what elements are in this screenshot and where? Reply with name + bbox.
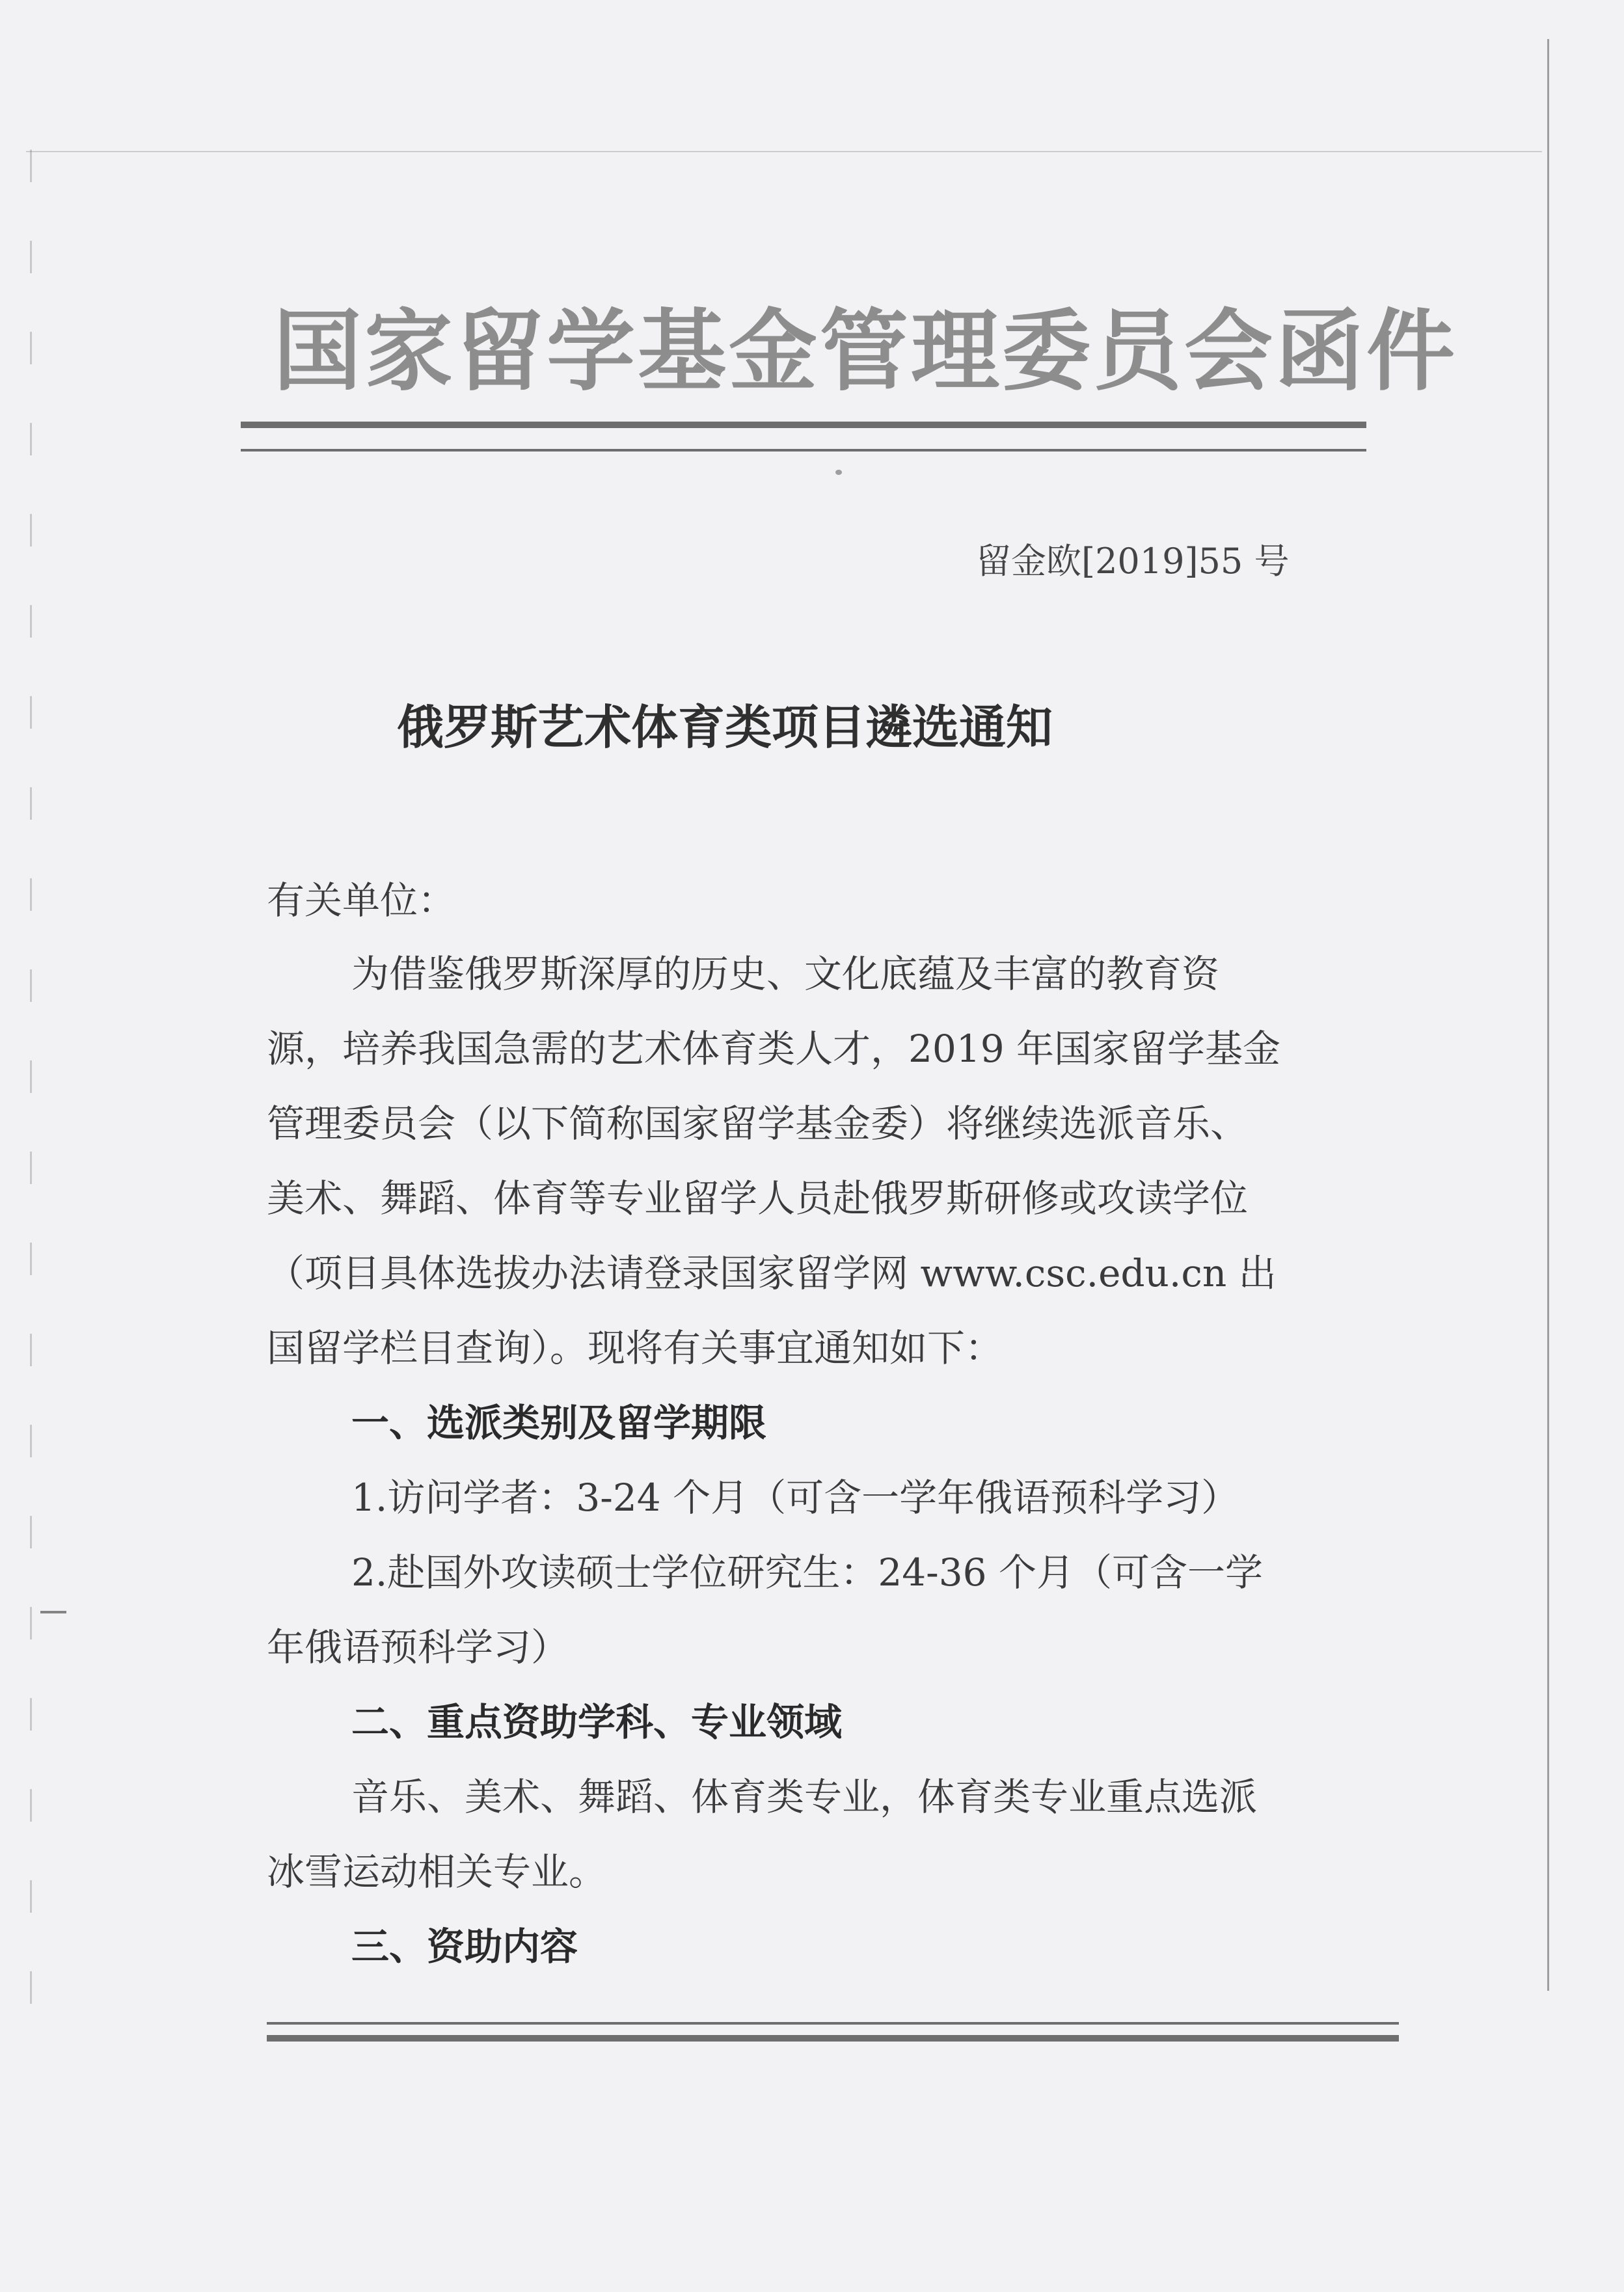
section-2-heading: 二、重点资助学科、专业领域 bbox=[351, 1700, 843, 1744]
ink-spot bbox=[835, 470, 842, 475]
letterhead-rule-thick bbox=[241, 422, 1366, 428]
salutation: 有关单位： bbox=[267, 878, 456, 923]
intro-line-5: （项目具体选拔办法请登录国家留学网 www.csc.edu.cn 出 bbox=[267, 1251, 1277, 1295]
intro-line-4: 美术、舞蹈、体育等专业留学人员赴俄罗斯研修或攻读学位 bbox=[267, 1176, 1249, 1220]
intro-line-2: 源，培养我国急需的艺术体育类人才，2019 年国家留学基金 bbox=[267, 1027, 1281, 1071]
footer-rule-thick bbox=[267, 2035, 1399, 2042]
intro-line-6: 国留学栏目查询）。现将有关事宜通知如下： bbox=[267, 1326, 1003, 1370]
section-1-heading: 一、选派类别及留学期限 bbox=[351, 1401, 767, 1445]
section-1-item-2: 2.赴国外攻读硕士学位研究生：24-36 个月（可含一学 bbox=[351, 1550, 1263, 1595]
margin-mark bbox=[40, 1611, 66, 1613]
scan-edge-left bbox=[30, 150, 32, 2036]
section-2-line-2: 冰雪运动相关专业。 bbox=[267, 1850, 607, 1894]
footer-rule-thin bbox=[267, 2022, 1399, 2025]
intro-line-1: 为借鉴俄罗斯深厚的历史、文化底蕴及丰富的教育资 bbox=[351, 952, 1220, 996]
notice-title: 俄罗斯艺术体育类项目遴选通知 bbox=[397, 699, 1053, 755]
document-number: 留金欧[2019]55 号 bbox=[976, 541, 1290, 582]
section-1-item-2-cont: 年俄语预科学习） bbox=[267, 1625, 569, 1669]
section-1-item-1: 1.访问学者：3-24 个月（可含一学年俄语预科学习） bbox=[351, 1476, 1239, 1520]
intro-line-3: 管理委员会（以下简称国家留学基金委）将继续选派音乐、 bbox=[267, 1101, 1249, 1146]
scan-edge-right bbox=[1547, 39, 1549, 1991]
letterhead-title: 国家留学基金管理委员会函件 bbox=[273, 299, 1457, 403]
section-3-heading: 三、资助内容 bbox=[351, 1924, 578, 1969]
section-2-line-1: 音乐、美术、舞蹈、体育类专业，体育类专业重点选派 bbox=[351, 1775, 1258, 1819]
letterhead-rule-thin bbox=[241, 449, 1366, 452]
scan-edge-top bbox=[26, 151, 1542, 152]
